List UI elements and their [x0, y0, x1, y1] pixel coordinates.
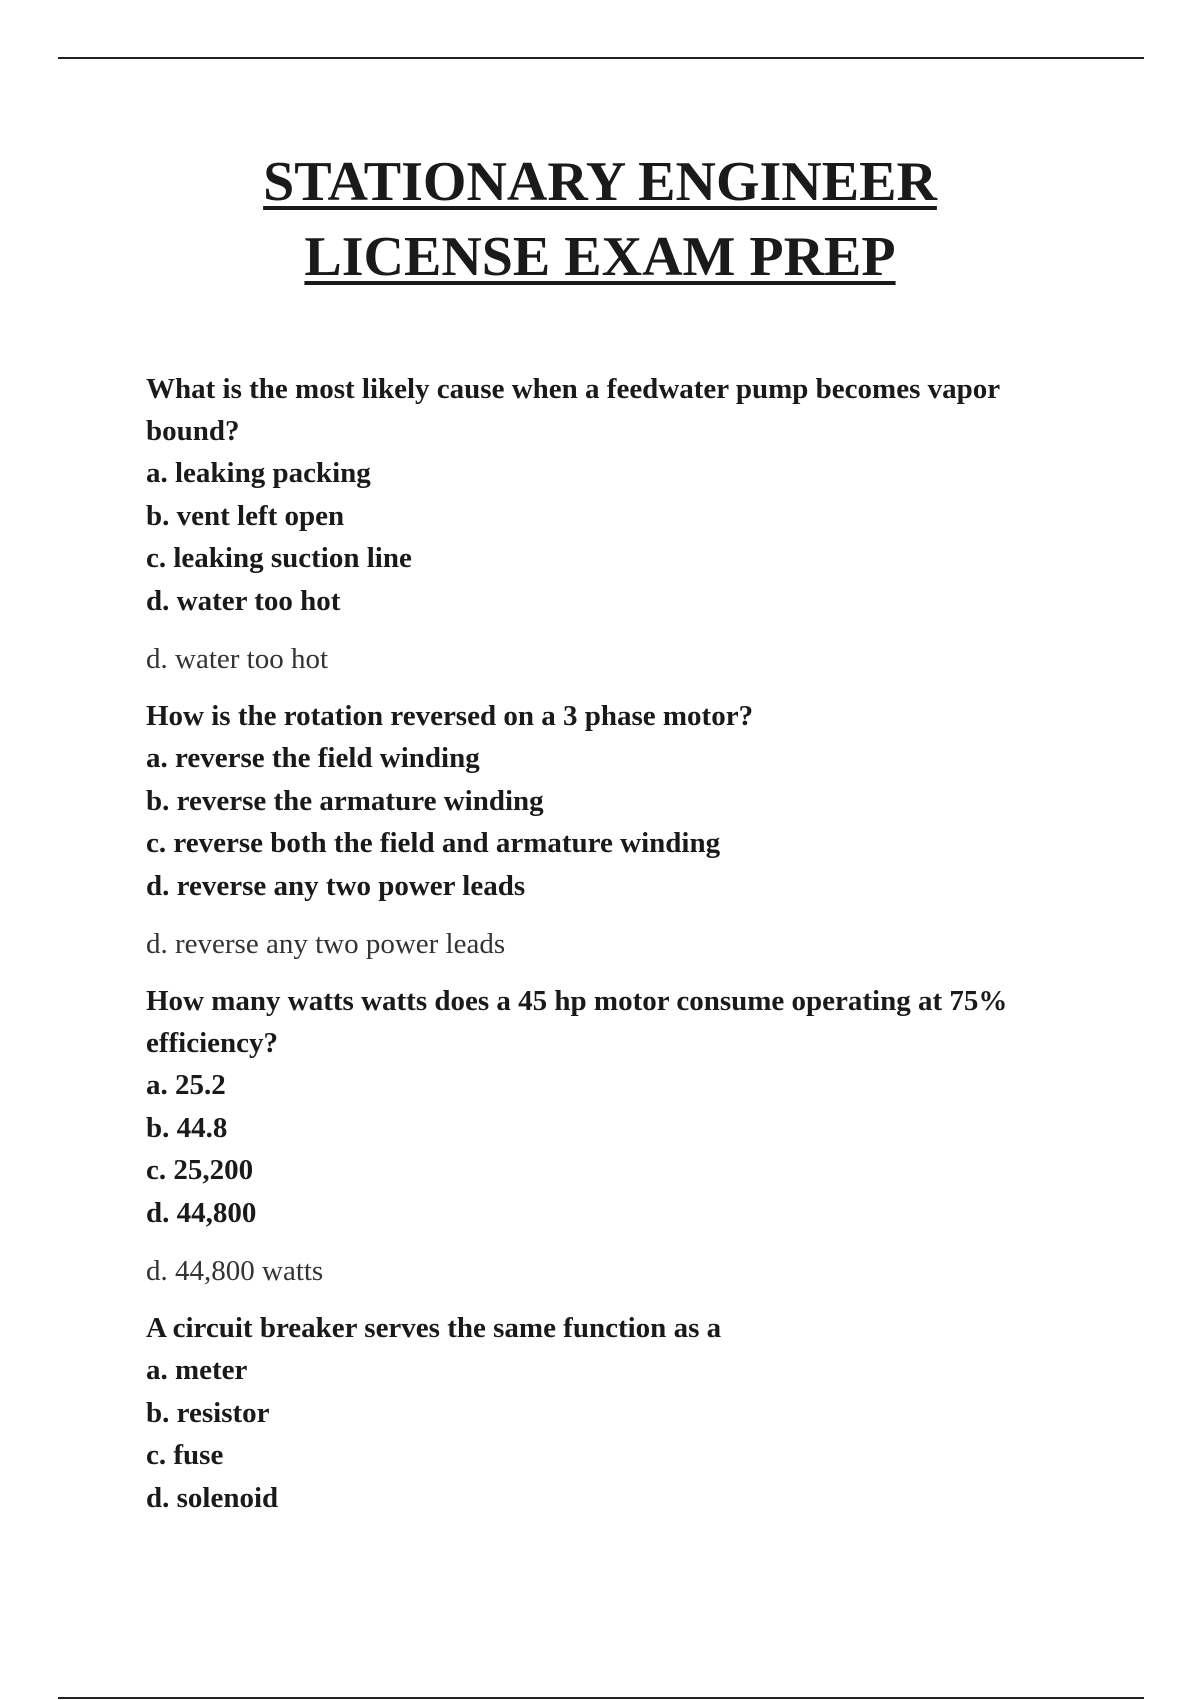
- options-list: [146, 737, 1086, 907]
- option-a: a. leaking packing: [146, 457, 371, 489]
- option-d: d. solenoid: [146, 1481, 279, 1514]
- option-c: c. reverse both the field and armature winding: [146, 827, 721, 859]
- option-a: a. 25.2: [146, 1069, 226, 1101]
- option-d: d. 44,800: [146, 1196, 257, 1229]
- option-c: c. 25,200: [146, 1154, 254, 1186]
- question-text: How many watts watts does a 45 hp motor consume operating at 75% efficiency?: [146, 985, 1008, 1059]
- options-list: [146, 452, 1086, 622]
- option-c: c. leaking suction line: [146, 542, 412, 574]
- option-a: a. reverse the field winding: [146, 742, 480, 774]
- question-block-2: [146, 695, 1086, 965]
- question-block-4: [146, 1307, 1086, 1519]
- option-b: b. resistor: [146, 1396, 270, 1429]
- question-block-3: [146, 980, 1086, 1292]
- question-text: A circuit breaker serves the same function as a: [146, 1312, 722, 1344]
- title-line-2: LICENSE EXAM PREP: [304, 226, 896, 288]
- question-block-1: [146, 368, 1086, 680]
- top-divider: [58, 57, 1144, 59]
- document-title: [0, 145, 1200, 295]
- answer-text: d. 44,800 watts: [146, 1255, 324, 1287]
- question-list: [146, 368, 1086, 1519]
- answer-text: d. reverse any two power leads: [146, 928, 506, 960]
- option-b: b. vent left open: [146, 499, 345, 532]
- title-line-1: STATIONARY ENGINEER: [263, 151, 937, 213]
- option-a: a. meter: [146, 1354, 248, 1386]
- bottom-divider: [58, 1697, 1144, 1699]
- options-list: [146, 1349, 1086, 1519]
- question-text: How is the rotation reversed on a 3 phase motor?: [146, 700, 754, 732]
- question-text: What is the most likely cause when a feedwater pump becomes vapor bound?: [146, 373, 1000, 447]
- option-d: d. water too hot: [146, 584, 341, 617]
- option-c: c. fuse: [146, 1439, 224, 1471]
- option-d: d. reverse any two power leads: [146, 869, 526, 902]
- option-b: b. 44.8: [146, 1111, 228, 1144]
- answer-text: d. water too hot: [146, 643, 329, 675]
- options-list: [146, 1064, 1086, 1234]
- option-b: b. reverse the armature winding: [146, 784, 544, 817]
